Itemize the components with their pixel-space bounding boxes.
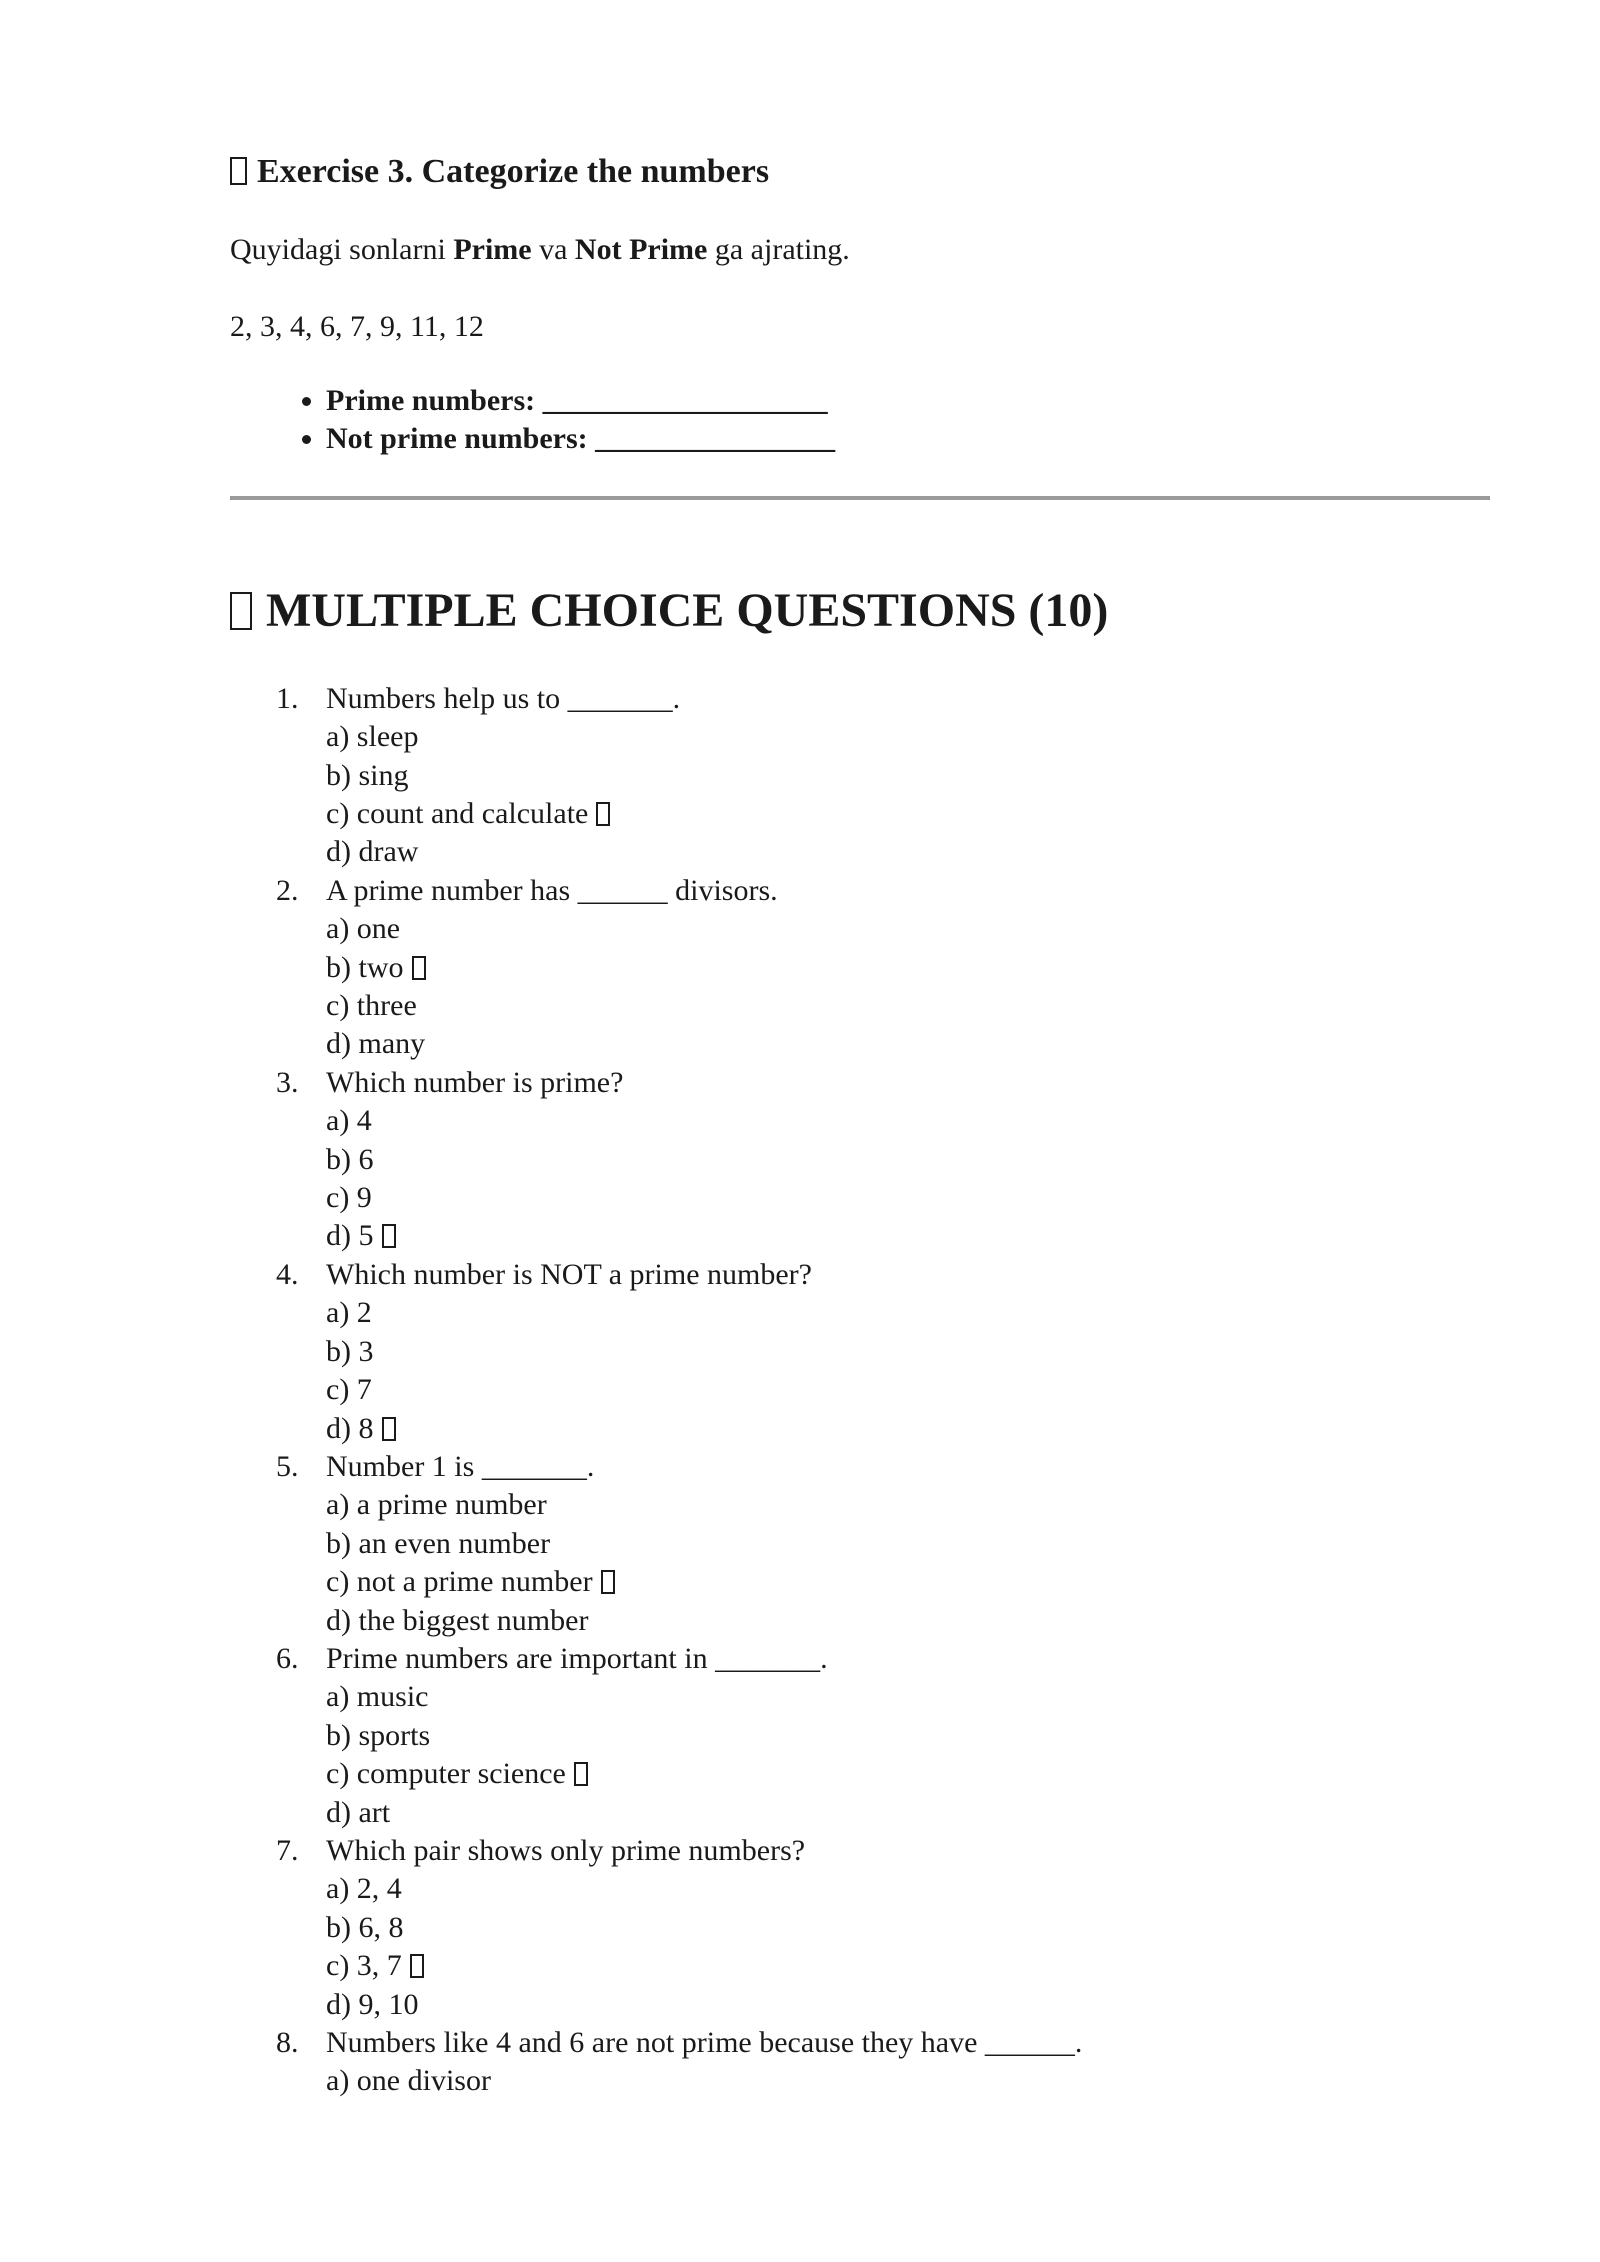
answer-option-text: a) one [326, 912, 401, 946]
question-number: 2. [276, 873, 299, 907]
answer-option [326, 1179, 1490, 1217]
answer-option-text: a) music [326, 1680, 429, 1714]
correct-mark-icon [382, 1224, 396, 1248]
answer-option-text: d) 8 [326, 1411, 374, 1445]
question-number: 1. [276, 681, 299, 715]
question-item [230, 1448, 1490, 1640]
answer-option [326, 1525, 1490, 1563]
answer-option [326, 1294, 1490, 1332]
question-item [230, 2024, 1490, 2101]
answer-option [326, 718, 1490, 756]
answer-option-text: b) 6, 8 [326, 1910, 404, 1944]
correct-mark-icon [601, 1570, 615, 1594]
mcq-title-text: MULTIPLE CHOICE QUESTIONS (10) [266, 584, 1109, 638]
answer-option [326, 1217, 1490, 1255]
missing-glyph-icon [230, 157, 247, 185]
exercise-title [230, 150, 1490, 194]
mcq-title [230, 582, 1490, 640]
document-page [230, 150, 1490, 2101]
correct-mark-icon [410, 1954, 424, 1978]
question-text: Numbers like 4 and 6 are not prime because they have ______. [326, 2026, 1083, 2059]
instruction-text: va [531, 233, 575, 267]
question-item [230, 1256, 1490, 1448]
answer-option-text: b) two [326, 950, 404, 984]
question-text: Which number is prime? [326, 1065, 624, 1099]
answer-option [326, 833, 1490, 871]
answer-option [326, 949, 1490, 987]
question-text: Number 1 is _______. [326, 1449, 595, 1483]
question-number: 4. [276, 1257, 299, 1291]
answer-option [326, 1410, 1490, 1448]
answer-option [326, 1717, 1490, 1755]
answer-option [326, 910, 1490, 948]
answer-option-text: d) many [326, 1027, 426, 1061]
correct-mark-icon [574, 1762, 588, 1786]
answer-option [326, 1102, 1490, 1140]
answer-option-text: a) 4 [326, 1104, 372, 1138]
answer-option-text: b) 3 [326, 1334, 374, 1368]
instruction-not-prime: Not Prime [574, 233, 708, 267]
section-divider [230, 496, 1490, 500]
question-item [230, 872, 1490, 1064]
question-item [230, 1064, 1490, 1256]
answer-option-text: c) 9 [326, 1181, 372, 1215]
question-item [230, 680, 1490, 872]
answer-option-text: c) three [326, 989, 417, 1023]
answer-option-text: c) not a prime number [326, 1565, 593, 1599]
answer-option [326, 1947, 1490, 1985]
correct-mark-icon [596, 802, 610, 826]
question-text: Which pair shows only prime numbers? [326, 1833, 806, 1867]
answer-option-text: a) 2, 4 [326, 1872, 402, 1906]
answer-option [326, 1563, 1490, 1601]
answer-option [326, 1141, 1490, 1179]
answer-option-text: a) 2 [326, 1296, 372, 1330]
answer-option [326, 1678, 1490, 1716]
answer-option-text: b) sports [326, 1718, 431, 1752]
question-number: 5. [276, 1449, 299, 1483]
instruction-text: ga ajrating. [707, 233, 850, 267]
answer-option-text: a) a prime number [326, 1488, 547, 1522]
correct-mark-icon [382, 1417, 396, 1441]
answer-option-text: b) 6 [326, 1142, 374, 1176]
answer-option [326, 1755, 1490, 1793]
answer-option-text: b) sing [326, 758, 409, 792]
answer-option-text: a) sleep [326, 720, 419, 754]
answer-option-text: c) 7 [326, 1373, 372, 1407]
question-item [230, 1640, 1490, 1832]
answer-option [326, 1486, 1490, 1524]
answer-option-text: d) 9, 10 [326, 1987, 419, 2021]
question-text: Numbers help us to _______. [326, 681, 681, 715]
not-prime-numbers-line: • Not prime numbers: ________________ [326, 420, 1490, 458]
answer-option [326, 987, 1490, 1025]
answer-option-text: d) 5 [326, 1219, 374, 1253]
question-text: A prime number has ______ divisors. [326, 873, 778, 907]
answer-option [326, 757, 1490, 795]
answer-option [326, 2062, 1490, 2100]
missing-glyph-icon [230, 592, 252, 630]
answer-option [326, 1602, 1490, 1640]
prime-numbers-line: • Prime numbers: ___________________ [326, 382, 1490, 420]
answer-option [326, 1794, 1490, 1832]
answer-option-text: d) art [326, 1795, 391, 1829]
answer-option [326, 1909, 1490, 1947]
answer-option [326, 1986, 1490, 2024]
answer-option [326, 1870, 1490, 1908]
instruction-prime: Prime [453, 233, 532, 267]
answer-option-text: d) the biggest number [326, 1603, 589, 1637]
answer-lines [230, 382, 1490, 458]
exercise-title-text: Exercise 3. Categorize the numbers [257, 153, 770, 190]
question-text: Which number is NOT a prime number? [326, 1257, 812, 1291]
answer-option [326, 1333, 1490, 1371]
question-number: 3. [276, 1065, 299, 1099]
answer-option [326, 1371, 1490, 1409]
answer-option-text: d) draw [326, 835, 419, 869]
question-item [230, 1832, 1490, 2024]
answer-option-text: c) 3, 7 [326, 1949, 402, 1983]
answer-option-text: c) count and calculate [326, 797, 589, 830]
question-number: 6. [276, 1641, 299, 1675]
number-list: 2, 3, 4, 6, 7, 9, 11, 12 [230, 310, 484, 344]
question-number: 7. [276, 1833, 299, 1867]
instruction-text: Quyidagi sonlarni [230, 233, 454, 267]
answer-option-text: c) computer science [326, 1757, 566, 1791]
answer-option-text: b) an even number [326, 1526, 551, 1560]
answer-option-text: a) one divisor [326, 2064, 491, 2098]
answer-option [326, 1025, 1490, 1063]
answer-option [326, 795, 1490, 833]
question-list [230, 680, 1490, 2101]
question-number: 8. [276, 2026, 299, 2059]
correct-mark-icon [412, 956, 426, 980]
question-text: Prime numbers are important in _______. [326, 1641, 828, 1675]
exercise-instruction [230, 230, 1490, 269]
